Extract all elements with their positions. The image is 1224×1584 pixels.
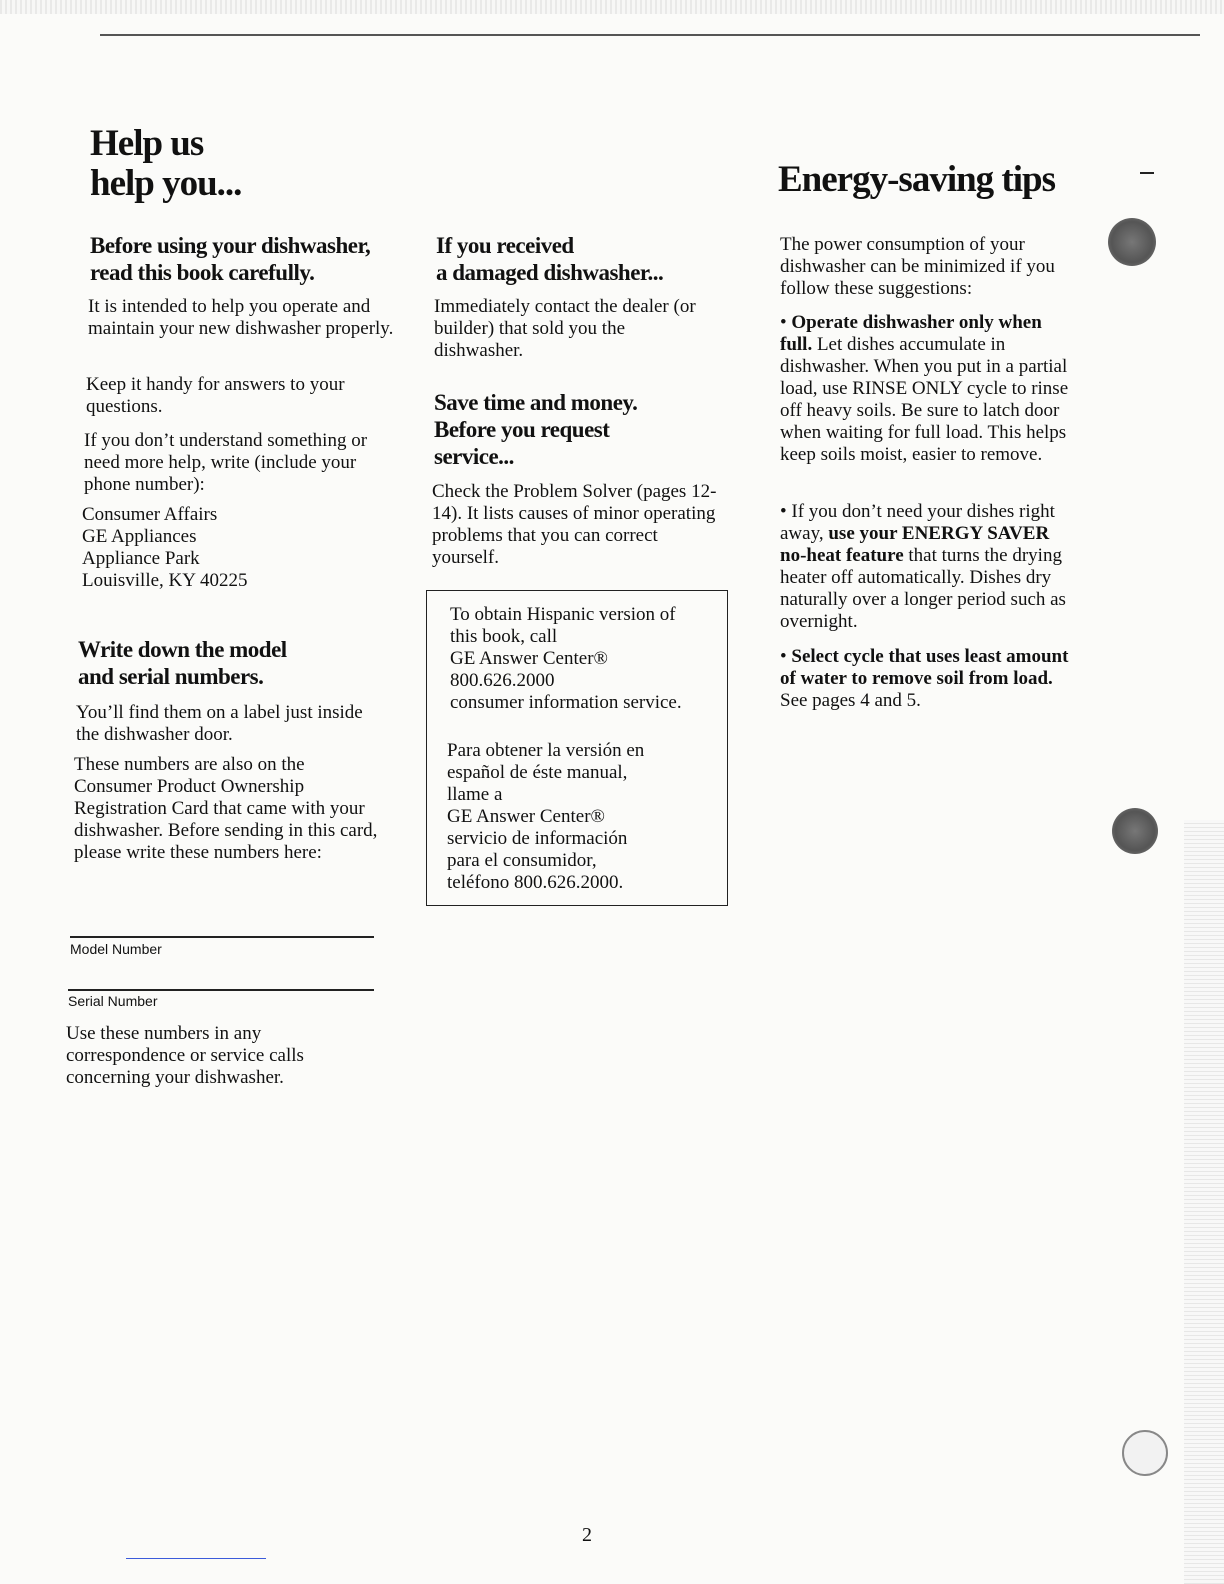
heading-line: Write down the model [78,637,287,662]
tip-bold: Operate dishwasher only when full. [780,312,1042,355]
section-heading-damaged [436,232,663,286]
paragraph: The power consumption of your dishwasher can be minimized if you follow these suggestions: [780,234,1055,299]
tip-text: Let dishes accumulate in dishwasher. When you put in a partial load, use RINSE ONLY cycle to rinse off heavy soils. Be sure to latch door when waiting for full load. This helps keep soils moist, easier to remove. [780,334,1069,465]
bullet-icon: • [780,501,787,522]
paragraph: Use these numbers in any correspondence or service calls concerning your dishwasher. [66,1023,304,1088]
paragraph: If you don’t understand something or need more help, write (include your phone number): [84,430,368,495]
title-line: help you... [90,163,242,204]
serial-number-label: Serial Number [68,993,158,1009]
scan-noise-side [1184,820,1224,1584]
section-heading-save-time [434,389,637,470]
box-line: servicio de información [447,828,628,849]
tip-select-cycle [780,646,1070,712]
paragraph: Check the Problem Solver (pages 12-14). It lists causes of minor operating problems that you can correct yourself. [432,481,717,568]
box-line: consumer information service. [450,692,682,713]
section-heading-model-serial [78,636,287,690]
paragraph: Keep it handy for answers to your questions. [86,374,345,417]
heading-line: service... [434,444,514,469]
heading-line: a damaged dishwasher... [436,260,664,285]
tip-text: See pages 4 and 5. [780,690,921,711]
paragraph: These numbers are also on the Consumer Product Ownership Registration Card that came with your dishwasher. Before sending in this card, please write these numbers here: [74,754,378,863]
punch-hole-icon [1122,1430,1168,1476]
box-line: Para obtener la versión en [447,740,645,761]
serial-number-line [68,989,374,991]
page-title-right: Energy-saving tips [778,159,1056,200]
heading-line: read this book carefully. [90,260,315,285]
tip-energy-saver [780,501,1076,633]
model-number-label: Model Number [70,941,162,957]
bullet-icon: • [780,646,787,667]
address-line: Consumer Affairs [82,504,218,525]
tip-bold: Select cycle that uses least amount of water to remove soil from load. [780,646,1069,689]
bottom-link-underline [126,1558,266,1559]
address-line: Louisville, KY 40225 [82,570,248,591]
box-line: GE Answer Center® [447,806,605,827]
heading-line: Before using your dishwasher, [90,233,371,258]
paragraph: It is intended to help you operate and maintain your new dishwasher properly. [88,296,394,339]
punch-hole-icon [1112,808,1158,854]
box-line: llame a [447,784,503,805]
heading-line: Save time and money. [434,390,638,415]
box-line: teléfono 800.626.2000. [447,872,624,893]
heading-line: Before you request [434,417,610,442]
box-text-english [450,604,720,714]
title-line: Help us [90,123,204,164]
box-line: To obtain Hispanic version of [450,604,676,625]
bullet-icon: • [780,312,787,333]
box-line: para el consumidor, [447,850,597,871]
box-line: español de éste manual, [447,762,628,783]
box-text-spanish [447,740,717,894]
section-heading-read-book [90,232,370,286]
page-title-left [90,124,241,204]
mailing-address [82,504,382,592]
box-line: 800.626.2000 [450,670,555,691]
paragraph: Immediately contact the dealer (or builder) that sold you the dishwasher. [434,296,696,361]
punch-hole-icon [1108,218,1156,266]
margin-dash [1140,172,1154,174]
top-rule [100,34,1200,36]
heading-line: and serial numbers. [78,664,264,689]
tip-text: that turns the drying heater off automatically. Dishes dry naturally over a longer period such as overnight. [780,545,1066,632]
paragraph: You’ll find them on a label just inside the dishwasher door. [76,702,363,745]
heading-line: If you received [436,233,574,258]
tip-operate-full [780,312,1076,466]
model-number-line [70,936,374,938]
address-line: Appliance Park [82,548,200,569]
tip-bold: use your ENERGY SAVER no-heat feature [780,523,1050,566]
page-number: 2 [582,1524,592,1546]
box-line: this book, call [450,626,558,647]
scan-noise-top [0,0,1224,14]
box-line: GE Answer Center® [450,648,608,669]
tip-text: If you don’t need your dishes right away, [780,501,1055,544]
address-line: GE Appliances [82,526,197,547]
